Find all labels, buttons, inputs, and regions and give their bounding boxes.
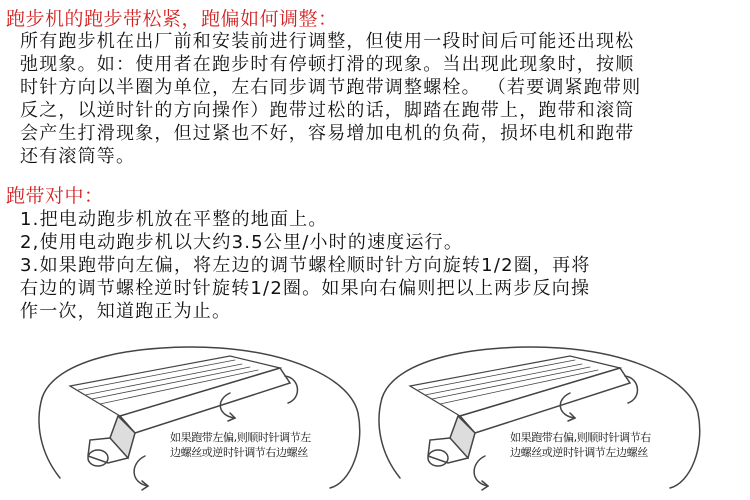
caption-line: 如果跑带右偏,则顺时针调节右 (510, 431, 651, 444)
text-line: 还有滚筒等。 (20, 146, 136, 167)
treadmill-diagram-illustration (30, 338, 375, 498)
step-line: 作一次，知道跑正为止。 (20, 301, 232, 322)
step-line: 2,使用电动跑步机以大约3.5公里/小时的速度运行。 (20, 232, 464, 253)
text-line: 会产生打滑现象，但过紧也不好，容易增加电机的负荷，损坏电机和跑带 (20, 123, 635, 144)
step-line: 右边的调节螺栓逆时针旋转1/2圈。如果向右偏则把以上两步反向操 (20, 278, 591, 299)
figure-belt-left-deviation (30, 338, 375, 498)
caption-line: 如果跑带左偏,则顺时针调节左 (170, 431, 311, 444)
heading-belt-centering: 跑带对中： (6, 185, 104, 207)
caption-line: 边螺丝或逆时针调节右边螺丝 (170, 446, 308, 459)
text-line: 弛现象。如：使用者在跑步时有停顿打滑的现象。当出现此现象时，按顺 (20, 54, 635, 75)
heading-belt-tension: 跑步机的跑步带松紧，跑偏如何调整： (6, 8, 338, 30)
figure-caption (170, 430, 311, 460)
text-line: 所有跑步机在出厂前和安装前进行调整，但使用一段时间后可能还出现松 (20, 31, 635, 52)
steps-belt-centering (20, 208, 735, 323)
paragraph-belt-tension (20, 30, 735, 168)
figure-caption (510, 430, 651, 460)
text-line: 反之，以逆时针的方向操作）跑带过松的话，脚踏在跑带上，跑带和滚筒 (20, 100, 635, 121)
treadmill-diagram-illustration (370, 338, 715, 498)
figure-belt-right-deviation (370, 338, 715, 498)
step-line: 1.把电动跑步机放在平整的地面上。 (20, 209, 328, 230)
caption-line: 边螺丝或逆时针调节左边螺丝 (510, 446, 648, 459)
step-line: 3.如果跑带向左偏，将左边的调节螺栓顺时针方向旋转1/2圈，再将 (20, 255, 591, 276)
text-line: 时针方向以半圈为单位，左右同步调节跑带调整螺栓。 （若要调紧跑带则 (20, 77, 642, 98)
